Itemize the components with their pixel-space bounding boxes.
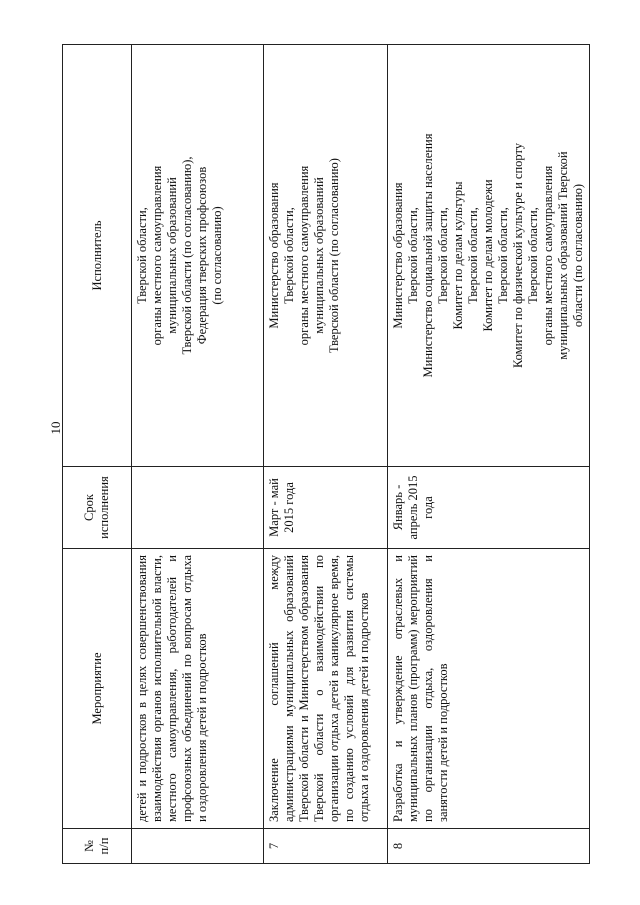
row-num: 7 [264,829,388,864]
executor-line: органы местного самоуправления [541,165,555,346]
executor-line: Тверской области, [526,207,540,304]
header-deadline: Срок исполнения [63,467,132,549]
executor-line: Комитет по делам культуры [451,181,465,330]
row-executor [132,45,264,467]
executor-line: органы местного самоуправления [150,165,164,346]
executor-line: муниципальных образований [312,177,326,334]
executor-line: Тверской области, [406,207,420,304]
executor-line: Тверской области, [282,207,296,304]
header-activity: Мероприятие [63,549,132,829]
executor-line: Тверской области, [436,207,450,304]
table-row [388,45,590,864]
row-activity: детей и подростков в целях совершенствования взаимодействия органов исполнительной власти, местного самоуправления, работодателей и профсоюзных объединений по вопросам отдыха и оздоровления детей и подростков [132,549,264,829]
row-executor [264,45,388,467]
rotated-table-wrapper [62,45,585,864]
header-executor: Исполнитель [63,45,132,467]
row-deadline: Январь - апрель 2015 года [388,467,590,549]
row-activity: Заключение соглашений между администрациями муниципальных образований Тверской области и Министерством образования Тверской области о взаимодействии по организации отдыха детей в каникулярное время, по созданию условий для развития системы отдыха и оздоровления детей и подростков [264,549,388,829]
row-deadline: Март - май 2015 года [264,467,388,549]
executor-line: муниципальных образований Тверской [556,151,570,360]
executor-line: Министерство образования [267,182,281,329]
document-page [62,45,585,864]
row-executor [388,45,590,467]
executor-line: Министерство социальной защиты населения [421,133,435,378]
row-num [132,829,264,864]
row-activity: Разработка и утверждение отраслевых и муниципальных планов (программ) мероприятий по организации отдыха, оздоровления и занятости детей и подростков [388,549,590,829]
executor-line: Тверской области, [466,207,480,304]
row-num: 8 [388,829,590,864]
executor-line: области (по согласованию) [571,183,585,328]
executor-line: Тверской области (по согласованию), [180,156,194,355]
executor-line: Тверской области, [135,207,149,304]
executor-line: Комитет по делам молодежи [481,179,495,332]
executor-line: Тверской области, [496,207,510,304]
table-row [132,45,264,864]
header-num: № п/п [63,829,132,864]
table-row [264,45,388,864]
executor-line: Тверской области (по согласованию) [327,158,341,353]
executor-line: муниципальных образований [165,177,179,334]
executor-line: (по согласованию) [210,206,224,305]
executor-line: Федерация тверских профсоюзов [195,166,209,345]
page-number: 10 [48,421,63,435]
executor-line: органы местного самоуправления [297,165,311,346]
activities-table [62,44,590,864]
executor-line: Министерство образования [391,182,405,329]
executor-line: Комитет по физической культуре и спорту [511,142,525,369]
table-header-row [63,45,132,864]
row-deadline [132,467,264,549]
